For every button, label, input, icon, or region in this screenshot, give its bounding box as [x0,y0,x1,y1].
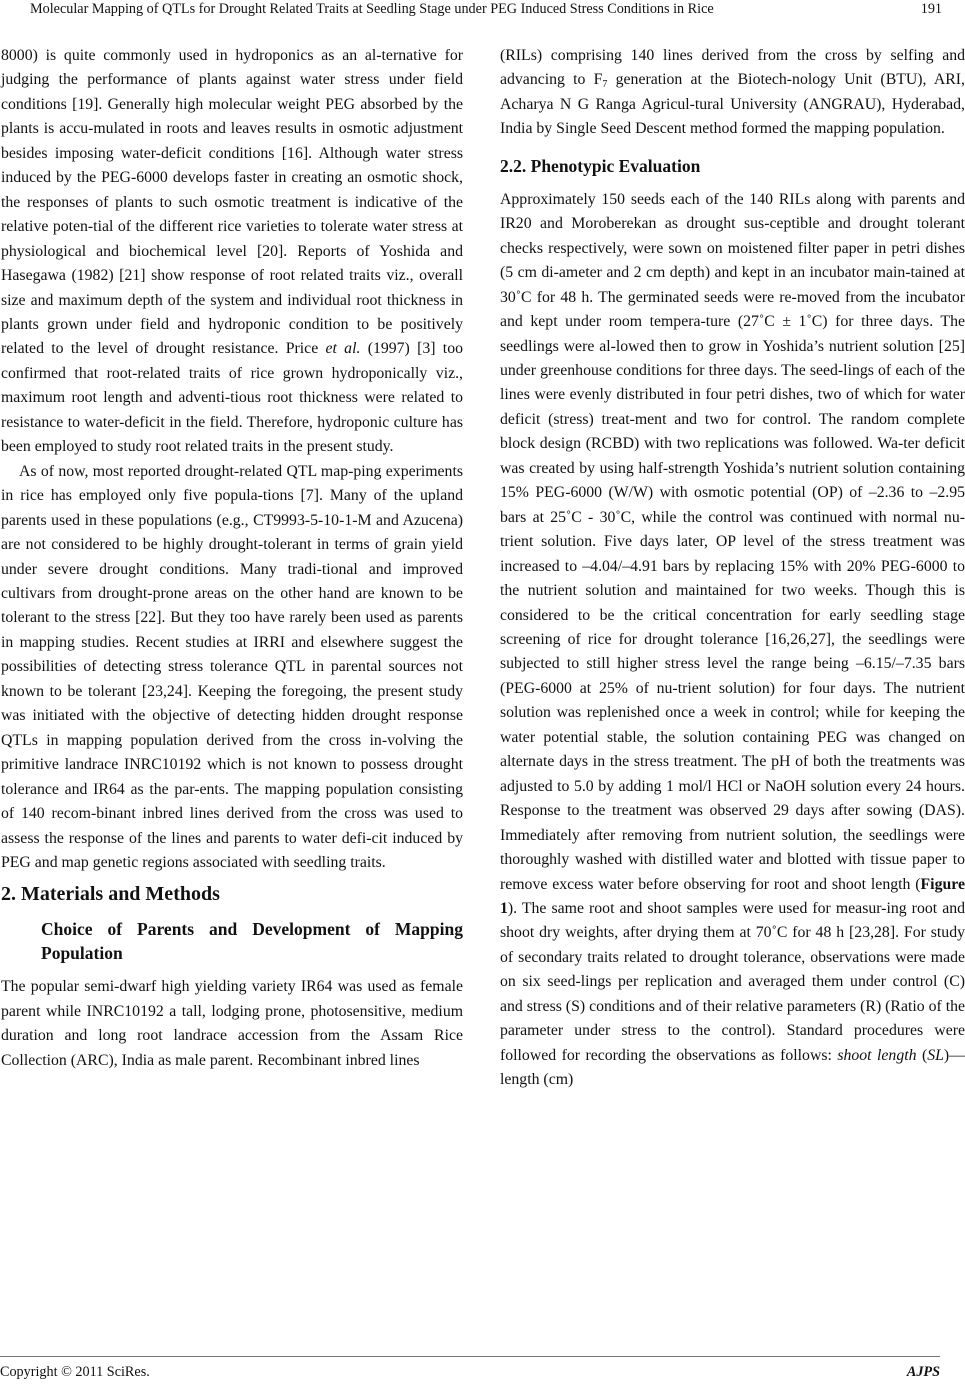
subsection-title: Choice of Parents and Development of Mapping Population [41,919,463,964]
text-run: ( [916,1046,928,1064]
paragraph: The popular semi-dwarf high yielding variety IR64 was used as female parent while INRC10192 a tall, lodging prone, photosensitive, medium duration and long root landrace accession from the Assam Rice Collection (ARC), India as male parent. Recombinant inbred lines [1,978,463,1069]
section-heading: 2. Materials and Methods [1,883,220,906]
copyright-notice: Copyright © 2011 SciRes. [0,1364,150,1380]
text-run: )—length (cm) [500,1046,965,1089]
text-run: generation at the Biotech-nology Unit (BTU), ARI, Acharya N G Ranga Agricul-tural University (ANGRAU), Hyderabad, India by Single Seed Descent method formed the mapping population. [500,71,965,138]
subscript: 7 [602,79,608,91]
running-header [30,0,942,18]
footer-rule [0,1356,940,1357]
running-title: Molecular Mapping of QTLs for Drought Related Traits at Seedling Stage under PEG Induced Stress Conditions in Rice [30,1,714,17]
paragraph: As of now, most reported drought-related QTL map-ping experiments in rice has employed only five popula-tions [7]. Many of the upland parents used in these populations (e.g., CT9993-5-10-1-M and Azucena) are not considered to be highly drought-tolerant in terms of grain yield under severe drought conditions. Many tradi-tional and improved cultivars from drought-prone areas on the other hand are known to be tolerant to the stress [22]. But they too have rarely been used as parents in mapping studies. Recent studies at IRRI and elsewhere suggest the possibilities of detecting stress tolerance QTL in parental sources not known to be tolerant [23,24]. Keeping the foregoing, the present study was initiated with the objective of detecting hidden drought response QTLs in mapping population derived from the cross in-volving the primitive landrace INRC10192 which is not known to possess drought tolerance and IR64 as the par-ents. The mapping population consisting of 140 recom-binant inbred lines derived from the cross was used to assess the response of the lines and parents to water defi-cit induced by PEG and map genetic regions associated with seedling traits. [1,462,463,871]
paragraph [500,44,965,142]
page-number: 191 [920,1,942,17]
subsection-heading [1,917,463,965]
italic-text: shoot length [837,1046,917,1064]
paragraph [500,188,965,1093]
paragraph [1,44,463,460]
journal-abbreviation: AJPS [906,1364,940,1380]
text-run: Approximately 150 seeds each of the 140 RILs along with parents and IR20 and Moroberekan as drought sus-ceptible and drought tolerant checks respectively, were sown on moistened filter paper in petri dishes (5 cm di-ameter and 2 cm depth) and kept in an incubator main-tained at 30˚C for 48 h. The germinated seeds were re-moved from the incubator and kept under room tempera-ture (27˚C ± 1˚C) for three days. The seedlings were al-lowed then to grow in Yoshida’s nutrient solution [25] under greenhouse conditions for three days. The seed-lings of each of the lines were evenly distributed in four petri dishes, two of which for water deficit (stress) treat-ment and two for control. The random complete block design (RCBD) with two replications was followed. Wa-ter deficit was created by using half-strength Yoshida’s nutrient solution containing 15% PEG-6000 (W/W) with osmotic potential (OP) of –2.36 to –2.95 bars at 25˚C - 30˚C, while the control was continued with normal nu-trient solution. Five days later, OP level of the stress treatment was increased to –4.04/–4.91 bars by replacing 15% with 20% PEG-6000 to the nutrient solution and maintained for two weeks. Though this is considered to be the critical concentration for early seedling stage screening of rice for drought tolerance [16,26,27], the seedlings were subjected to still higher stress level the range being –6.15/–7.35 bars (PEG-6000 at 25% of nu-trient solution) for four days. The nutrient solution was replenished once a week in control; while for keeping the water potential stable, the solution containing PEG was changed on alternate days in the stress treatment. The pH of both the treatments was adjusted to 5.0 by adding 1 mol/l HCl or NaOH solution every 24 hours. Response to the treatment was observed 29 days after sowing (DAS). Immediately after removing from nutrient solution, the seedlings were thoroughly washed with distilled water and blotted with tissue paper to remove excess water before observing for root and shoot length ( [500,190,965,893]
italic-text: et al. [325,340,361,358]
figure-reference: Figure 1 [500,875,965,917]
italic-text: SL [927,1046,944,1064]
text-run: (1997) [3] too confirmed that root-related traits of rice grown hydroponically viz., maximum root length and adventi-tious root thickness were related to resistance to water-deficit in the field. Therefore, hydroponic culture has been employed to study root related traits in the present study. [1,340,463,456]
subsection-heading: 2.2. Phenotypic Evaluation [500,155,701,176]
right-column [500,44,965,1093]
text-run: 8000) is quite commonly used in hydroponics as an al-ternative for judging the performance of plants against water stress under field conditions [19]. Generally high molecular weight PEG absorbed by the plants is accu-mulated in roots and leaves results in osmotic adjustment besides imposing water-deficit conditions [16]. Although water stress induced by the PEG-6000 develops faster in creating an osmotic shock, the responses of plants to such osmotic treatment is indicative of the relative poten-tial of the different rice varieties to tolerate water stress at physiological and biochemical level [20]. Reports of Yoshida and Hasegawa (1982) [21] show response of root related traits viz., overall size and maximum depth of the system and individual root thickness in plants grown under field and hydroponic condition to be positively related to the level of drought resistance. Price [1,47,463,358]
left-column [1,44,463,1073]
subsection-number [1,917,41,941]
text-run: ). The same root and shoot samples were used for measur-ing root and shoot dry weights, after drying them at 70˚C for 48 h [23,28]. For study of secondary traits related to drought tolerance, observations were made on six seed-lings per replication and averaged them under control (C) and stress (S) conditions and of their relative parameters (R) (Ratio of the parameter under stress to the control). Standard procedures were followed for recording the observations as follows: [500,899,965,1064]
text-run: (RILs) comprising 140 lines derived from the cross by selfing and advancing to F [500,47,965,89]
